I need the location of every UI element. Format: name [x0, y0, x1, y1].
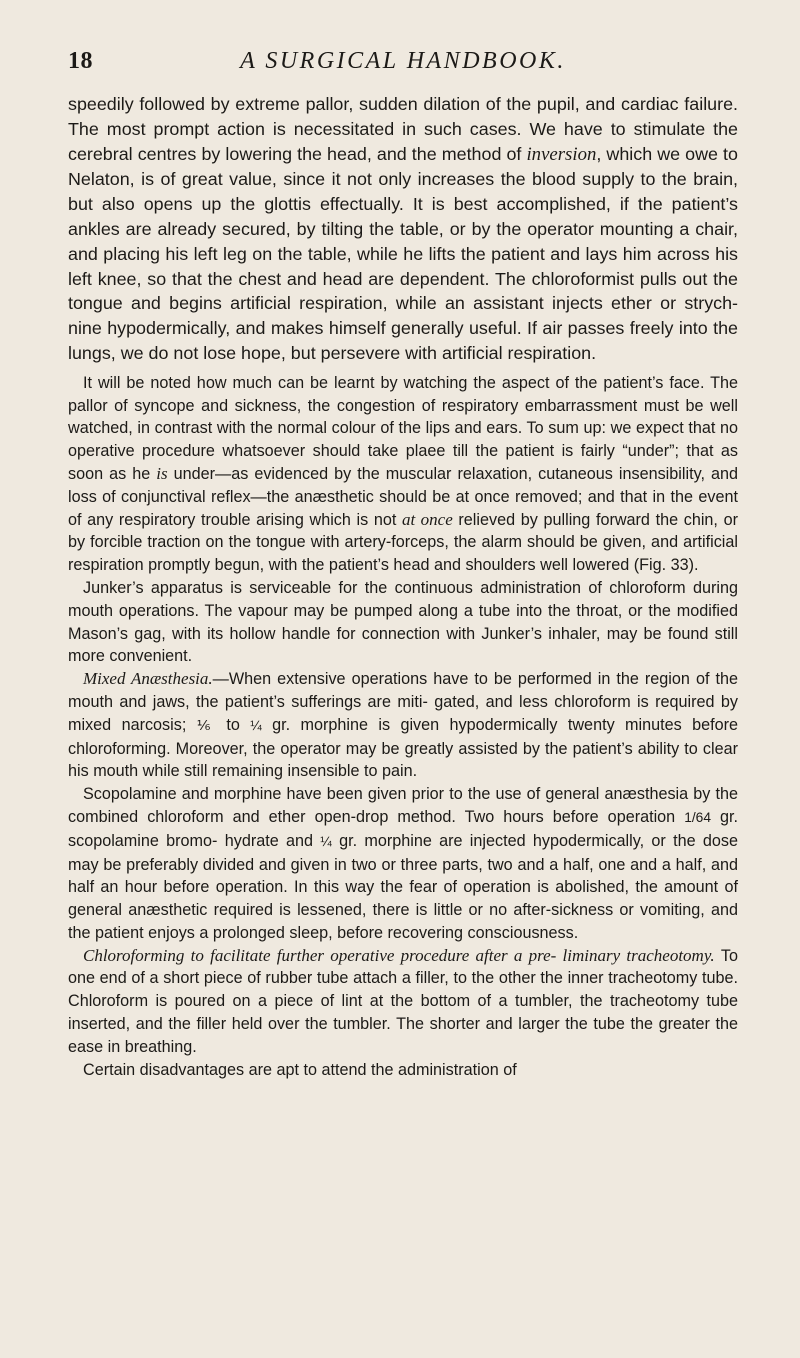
text-segment: —When extensive operations have to be performed in the region of the mouth and jaws, the patient’s sufferings are miti- gated, and less chloroform is required by mixed narcosis; [68, 670, 738, 734]
text-segment: relieved by pulling forward the chin, or by forcible traction on the tongue with artery-forceps, the alarm should be given, and artificial respiration promptly begun, with the patient’s head and shoulders well lowered (Fig. 33). [68, 510, 738, 575]
fraction: 1/64 [684, 809, 711, 825]
running-head: A SURGICAL HANDBOOK. [240, 48, 566, 74]
paragraph-inversion-method [68, 92, 738, 366]
paragraph-scopolamine [68, 783, 738, 945]
text-segment: to [215, 715, 251, 734]
page-number: 18 [68, 48, 93, 74]
paragraph-tracheotomy-chloroforming [68, 945, 738, 1059]
italic-term: at once [402, 509, 453, 529]
italic-term: inversion [526, 143, 597, 165]
italic-term: is [156, 463, 168, 483]
text-segment: Certain disadvantages are apt to attend the administration of [83, 1060, 517, 1079]
text-segment: gr. morphine is given hypodermically twenty minutes before chloroforming. Moreover, the operator may be greatly assisted by the patient’s ability to clear his mouth while still remaining insensible to pain. [68, 715, 739, 781]
fraction: ¼ [320, 833, 332, 849]
book-page [68, 48, 738, 1081]
text-segment: To one end of a short piece of rubber tube attach a filler, to the other the inner tracheotomy tube. Chloroform is poured on a piece of lint at the bottom of a tumbler, the tracheotomy tube inserted, and the filler held over the tumbler. The shorter and larger the tube the greater the ease in breathing. [68, 946, 738, 1056]
text-segment: under—as evidenced by the muscular relaxation, cutaneous insensibility, and loss of conjunctival reflex—the anæsthetic should be at once removed; and that in the event of any respiratory trouble arising which is not [68, 464, 738, 529]
paragraph-disadvantages [68, 1059, 738, 1082]
fraction: ⅙ [196, 717, 216, 733]
fraction: ¼ [250, 717, 262, 733]
body-text [68, 92, 738, 1081]
page-header [68, 48, 738, 92]
paragraph-junkers-apparatus [68, 577, 738, 668]
paragraph-patient-aspect [68, 372, 738, 577]
section-heading-inline: Mixed Anæsthesia. [83, 669, 213, 689]
paragraph-mixed-anaesthesia [68, 668, 738, 783]
text-segment: gr. morphine are injected hypodermically, or the dose may be preferably divided and given in two or three parts, two and a half, one and a half, and half an hour before operation. In this way the fear of operation is abolished, the amount of general anæsthetic required is lessened, there is little or no after-sickness or vomiting, and the patient enjoys a prolonged sleep, before recovering consciousness. [68, 831, 738, 942]
text-segment: , which we owe to Nelaton, is of great value, since it not only increases the blood supply to the brain, but also opens up the glottis effectually. It is best accomplished, if the patient’s ankles are already secured, by tilting the table, or by the operator mounting a chair, and placing his left leg on the table, while he lifts the patient and lays him across his left knee, so that the chest and head are dependent. The chloroformist pulls out the tongue and begins artificial respiration, while an assistant injects ether or strych- nine hypodermically, and makes himself generally useful. If air passes freely into the lungs, we do not lose hope, but persevere with artificial respiration. [68, 143, 738, 363]
text-segment: Junker’s apparatus is serviceable for the continuous administration of chloroform during mouth operations. The vapour may be pumped along a tube into the throat, or the modified Mason’s gag, with its hollow handle for connection with Junker’s inhaler, may be found still more convenient. [68, 578, 738, 666]
text-segment: Scopolamine and morphine have been given prior to the use of general anæsthesia by the combined chloroform and ether open-drop method. Two hours before operation [68, 785, 738, 826]
text-segment: speedily followed by extreme pallor, sudden dilation of the pupil, and cardiac failure. The most prompt action is necessitated in such cases. We have to stimulate the cerebral centres by lowering the head, and the method of [68, 94, 738, 164]
section-heading-inline: Chloroforming to facilitate further operative procedure after a pre- liminary tracheotomy. [83, 945, 715, 965]
text-segment: gr. scopolamine bromo- hydrate and [68, 807, 739, 850]
text-segment: It will be noted how much can be learnt by watching the aspect of the patient’s face. The pallor of syncope and sickness, the congestion of respiratory embarrassment must be well watched, in contrast with the normal colour of the lips and ears. To sum up: we expect that no operative procedure whatsoever should take plaee till the patient is fairly “under”; that as soon as he [68, 373, 738, 483]
